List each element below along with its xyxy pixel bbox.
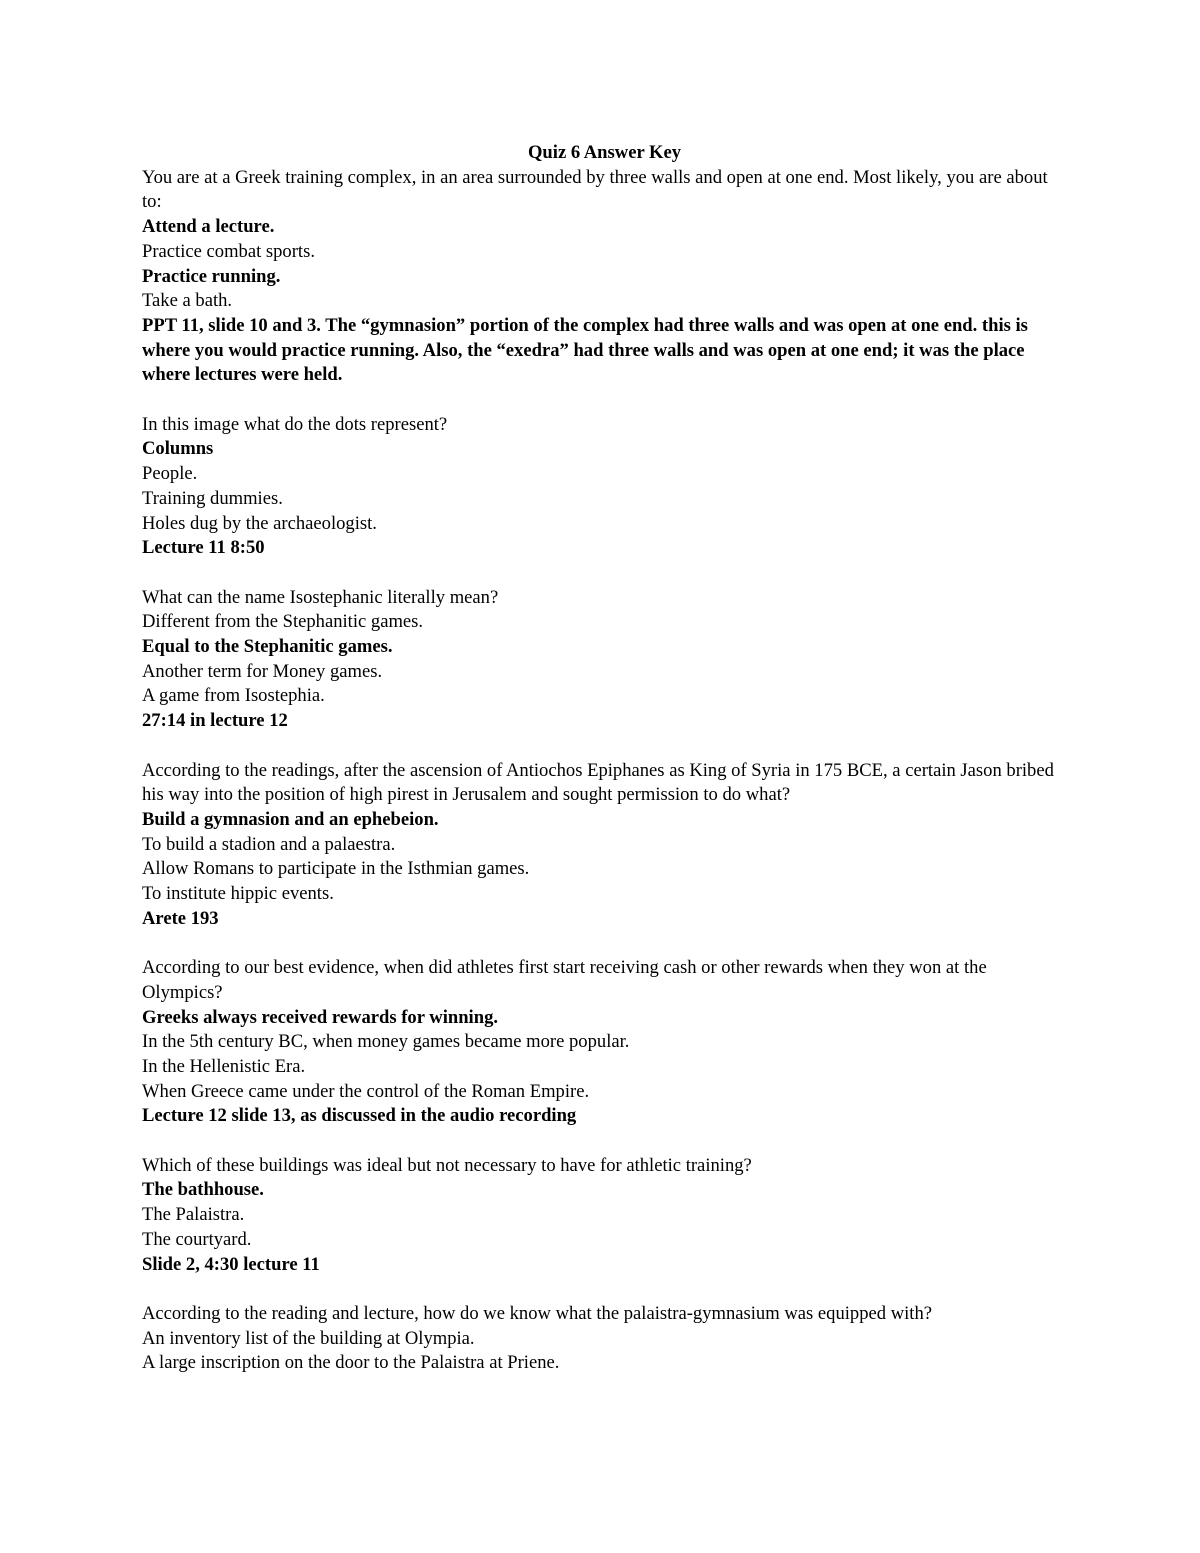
answer-option: When Greece came under the control of the Roman Empire.: [142, 1080, 590, 1102]
answer-option-highlighted: Columns: [142, 438, 214, 460]
answer-option-highlighted: The bathhouse.: [142, 1179, 264, 1201]
answer-option: In the 5th century BC, when money games became more popular.: [142, 1031, 630, 1053]
question-prompt: According to the readings, after the ascension of Antiochos Epiphanes as King of Syria in 175 BCE, a certain Jason bribed his way into the position of high pirest in Jerusalem and sought permission to do what?: [142, 759, 1054, 806]
question-separator: [142, 1129, 1067, 1154]
question-prompt: According to the reading and lecture, how do we know what the palaistra-gymnasium was equipped with?: [142, 1302, 933, 1324]
answer-option-highlighted: Practice running.: [142, 265, 281, 287]
question-prompt: What can the name Isostephanic literally mean?: [142, 586, 499, 608]
answer-option-highlighted: Attend a lecture.: [142, 216, 275, 238]
answer-option: A game from Isostephia.: [142, 685, 325, 707]
question-separator: [142, 1277, 1067, 1302]
answer-reference-note: Lecture 12 slide 13, as discussed in the audio recording: [142, 1105, 577, 1127]
question-separator: [142, 931, 1067, 956]
answer-option: Take a bath.: [142, 290, 233, 312]
question-block: [142, 956, 1067, 1129]
answer-option: Practice combat sports.: [142, 240, 315, 262]
answer-option-highlighted: Equal to the Stephanitic games.: [142, 636, 393, 658]
question-block: [142, 759, 1067, 932]
answer-reference-note: Arete 193: [142, 907, 219, 929]
question-prompt: You are at a Greek training complex, in an area surrounded by three walls and open at one end. Most likely, you are about to:: [142, 166, 1048, 213]
answer-reference-note: Lecture 11 8:50: [142, 537, 265, 559]
answer-option: To build a stadion and a palaestra.: [142, 833, 396, 855]
question-block: [142, 1302, 1067, 1376]
answer-option: The Palaistra.: [142, 1204, 245, 1226]
document-page: [142, 141, 1067, 1376]
answer-reference-note: Slide 2, 4:30 lecture 11: [142, 1253, 320, 1275]
question-list: [142, 166, 1067, 1376]
answer-option: Training dummies.: [142, 487, 283, 509]
question-block: [142, 1154, 1067, 1278]
answer-option: An inventory list of the building at Olympia.: [142, 1327, 475, 1349]
answer-option: Different from the Stephanitic games.: [142, 611, 424, 633]
answer-option: Allow Romans to participate in the Isthmian games.: [142, 858, 530, 880]
answer-option-highlighted: Build a gymnasion and an ephebeion.: [142, 808, 439, 830]
question-block: [142, 413, 1067, 561]
document-title: Quiz 6 Answer Key: [527, 142, 682, 163]
answer-option: Another term for Money games.: [142, 660, 383, 682]
question-block: [142, 166, 1067, 388]
question-block: [142, 586, 1067, 734]
answer-option: Holes dug by the archaeologist.: [142, 512, 377, 534]
question-separator: [142, 734, 1067, 759]
question-separator: [142, 561, 1067, 586]
answer-option: The courtyard.: [142, 1228, 252, 1250]
question-prompt: In this image what do the dots represent?: [142, 413, 448, 435]
answer-option: In the Hellenistic Era.: [142, 1055, 306, 1077]
answer-option-highlighted: Greeks always received rewards for winning.: [142, 1006, 499, 1028]
answer-reference-note: 27:14 in lecture 12: [142, 710, 288, 732]
answer-option: A large inscription on the door to the Palaistra at Priene.: [142, 1352, 560, 1374]
answer-option: To institute hippic events.: [142, 883, 334, 905]
answer-reference-note: PPT 11, slide 10 and 3. The “gymnasion” portion of the complex had three walls and was open at one end. this is where you would practice running. Also, the “exedra” had three walls and was open at one end; it was the place where lectures were held.: [142, 314, 1028, 386]
question-prompt: Which of these buildings was ideal but not necessary to have for athletic training?: [142, 1154, 752, 1176]
answer-option: People.: [142, 463, 198, 485]
question-separator: [142, 388, 1067, 413]
question-prompt: According to our best evidence, when did athletes first start receiving cash or other rewards when they won at the Olympics?: [142, 957, 987, 1003]
